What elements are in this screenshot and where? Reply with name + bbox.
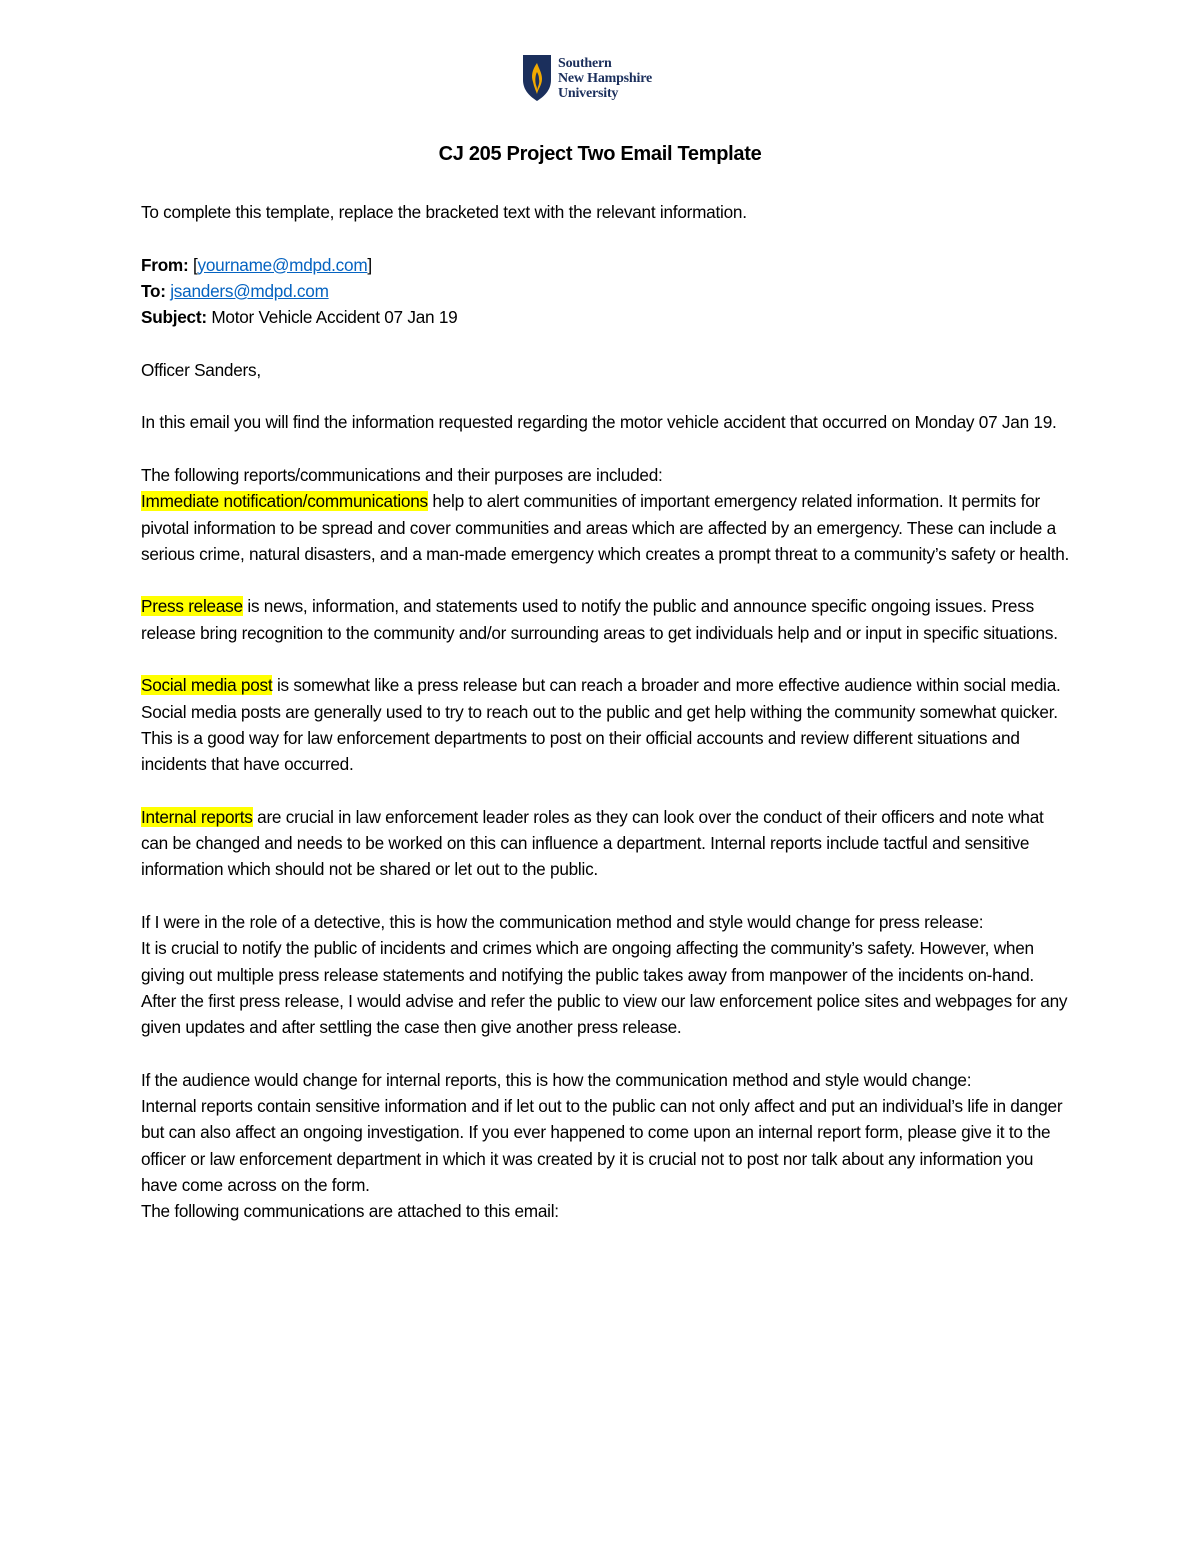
intro-paragraph: In this email you will find the information requested regarding the motor vehicle accident that occurred on Monday 07 Jan 19. [141,412,1057,433]
from-close-bracket: ] [367,254,372,275]
logo-line-1: Southern [558,56,612,71]
document-title: CJ 205 Project Two Email Template [438,143,762,165]
subject-value: Motor Vehicle Accident 07 Jan 19 [206,307,458,328]
section-text: is somewhat like a press release but can reach a broader and more effective audience within social media. Social media posts are generally used to try to reach out to the public and get help withing the community somewhat quicker. This is a good way for law enforcement departments to post on their official accounts and review different situations and incidents that have occurred. [141,675,1061,775]
university-logo [522,54,692,106]
highlighted-term: Internal reports [141,806,253,827]
detective-prompt: If I were in the role of a detective, this is how the communication method and style would change for press release: [141,912,984,933]
section-internal-reports [141,804,1071,883]
section-social-media-post [141,672,1071,777]
subject-label: Subject: [141,307,207,328]
logo-line-2: New Hampshire [558,71,652,86]
section-text: are crucial in law enforcement leader roles as they can look over the conduct of their officers and note what can be changed and needs to be worked on this can influence a department. Internal reports include tactful and sensitive information which should not be shared or let out to the public. [141,806,1044,880]
section-press-release [141,593,1071,646]
to-label: To: [141,280,166,301]
audience-prompt: If the audience would change for internal reports, this is how the communication method and style would change: [141,1069,972,1090]
highlighted-term: Immediate notification/communications [141,491,428,512]
greeting: Officer Sanders, [141,359,261,380]
highlighted-term: Press release [141,596,243,617]
university-name [558,56,652,101]
from-line [141,252,1071,278]
from-email-link[interactable]: yourname@mdpd.com [197,254,368,275]
detective-answer: It is crucial to notify the public of incidents and crimes which are ongoing affecting the community’s safety. However, when giving out multiple press release statements and notifying the public takes away from manpower of the incidents on-hand. After the first press release, I would advise and refer the public to view our law enforcement police sites and webpages for any given updates and after settling the case then give another press release. [141,938,1068,1038]
instructions: To complete this template, replace the bracketed text with the relevant information. [141,202,747,222]
shield-flame-icon [522,54,552,102]
reports-intro: The following reports/communications and their purposes are included: [141,464,663,485]
audience-answer: Internal reports contain sensitive information and if let out to the public can not only affect and put an individual’s life in danger but can also affect an ongoing investigation. If you ever happened to come upon an internal report form, please give it to the officer or law enforcement department in which it was created by it is crucial not to post nor talk about any information you have come across on the form. [141,1096,1063,1195]
to-line [141,278,1071,304]
section-text: help to alert communities of important emergency related information. It permits for pivotal information to be spread and cover communities and areas which are affected by an emergency. These can include a serious crime, natural disasters, and a man-made emergency which creates a prompt threat to a community’s safety or health. [141,491,1070,564]
logo-line-3: University [558,86,619,101]
highlighted-term: Social media post [141,675,273,696]
from-open-bracket: [ [188,254,198,275]
to-email-link[interactable]: jsanders@mdpd.com [170,280,329,301]
from-label: From: [141,254,189,275]
email-body [141,199,1071,1225]
attachments-intro: The following communications are attached to this email: [141,1201,559,1222]
section-text: is news, information, and statements used to notify the public and announce specific ongoing issues. Press release bring recognition to the community and/or surrounding areas to get individuals help and or input in specific situations. [141,596,1058,643]
section-immediate-notification [141,488,1071,567]
subject-line [141,304,1071,330]
